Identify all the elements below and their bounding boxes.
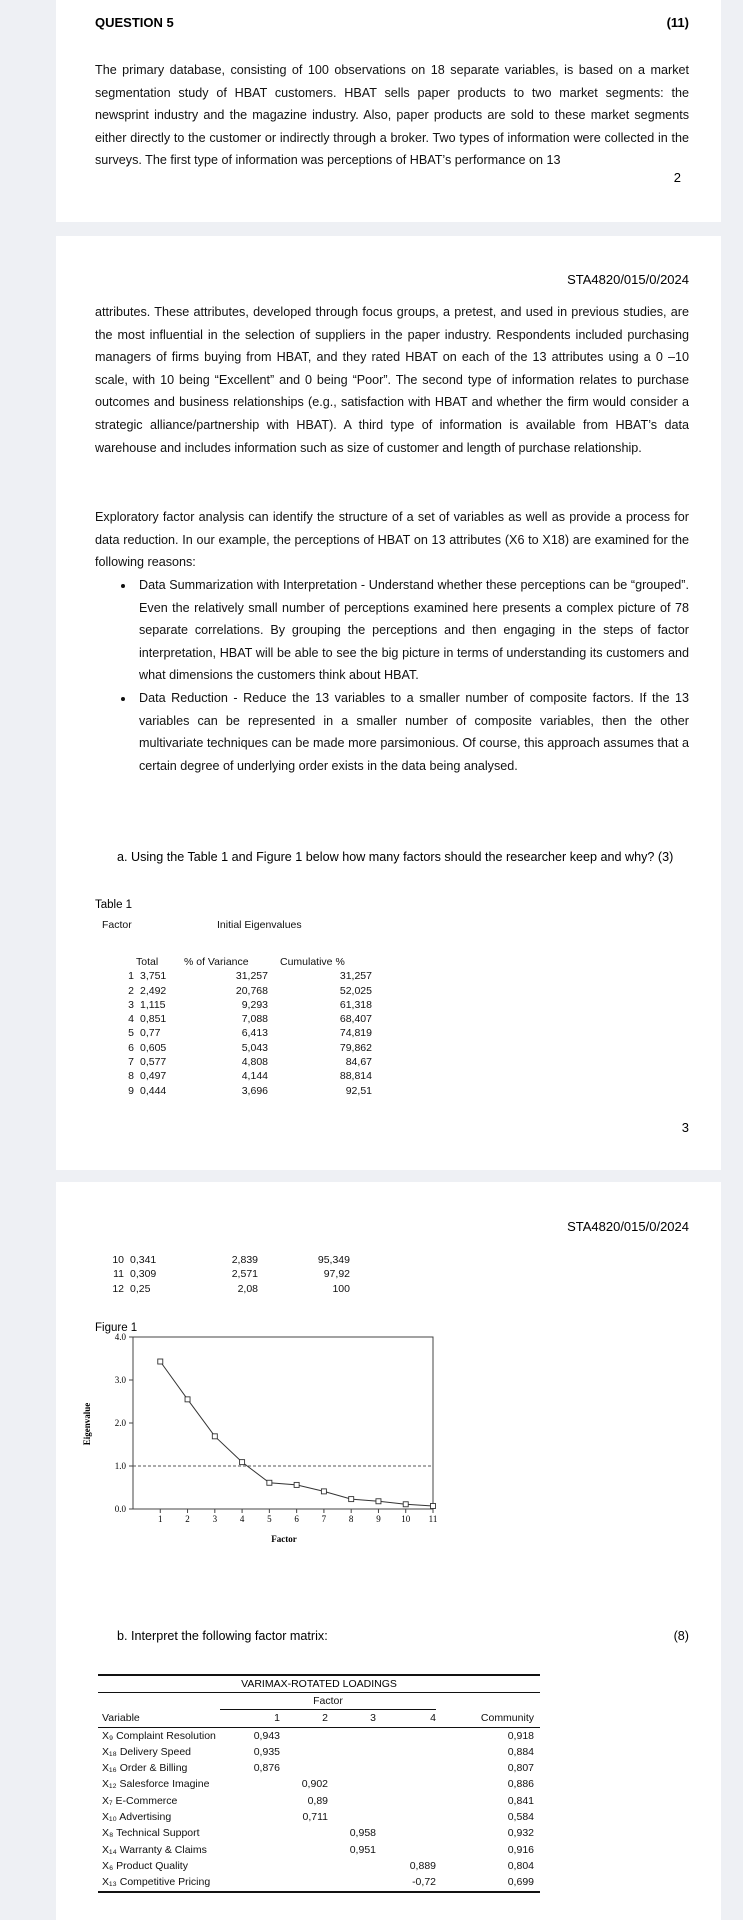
- varimax-cell-f2: [280, 1744, 328, 1760]
- y-tick-label: 0.0: [114, 1504, 126, 1514]
- eigen-variance: 7,088: [241, 1013, 268, 1026]
- varimax-cell-comm: 0,841: [507, 1794, 534, 1807]
- varimax-cell-f3: [328, 1744, 376, 1760]
- varimax-cell-comm: 0,932: [507, 1827, 534, 1840]
- scree-plot: [76, 1332, 438, 1552]
- eigen-factor: 5: [128, 1027, 134, 1040]
- eigen-cumulative: 79,862: [339, 1041, 372, 1054]
- varimax-cell-f4: [376, 1825, 436, 1841]
- eigen-total: 0,77: [140, 1027, 161, 1040]
- y-tick-label: 3.0: [114, 1375, 126, 1385]
- varimax-cell-comm: 0,699: [507, 1876, 534, 1889]
- eigen-row: [102, 984, 372, 998]
- varimax-cell-f3: [328, 1809, 376, 1825]
- intro-paragraph: The primary database, consisting of 100 observations on 18 separate variables, is based on a market segmentation study of HBAT customers. HBAT sells paper products to two market segments: the newsprint industry and the magazine industry. Also, paper products are sold to these market segments either directly to the customer or indirectly through a broker. Two types of information were collected in the surveys. The first type of information was perceptions of HBAT’s performance on 13: [95, 63, 689, 168]
- eigen-variance: 2,571: [231, 1268, 258, 1281]
- eigen-variance: 9,293: [241, 998, 268, 1011]
- eigen-cumulative: 61,318: [339, 998, 372, 1011]
- scree-point: [294, 1482, 299, 1487]
- varimax-cell-f4: -0,72: [412, 1876, 436, 1889]
- varimax-row: [98, 1727, 540, 1744]
- eigen-cumulative: 88,814: [339, 1070, 372, 1083]
- varimax-cell-f1: [220, 1858, 280, 1874]
- x-tick-label: 6: [294, 1514, 299, 1524]
- plot-frame: [133, 1337, 433, 1509]
- eigen-factor: 10: [112, 1254, 124, 1266]
- varimax-cell-f3: [328, 1874, 376, 1891]
- table-label: Table 1: [95, 899, 133, 911]
- figure-label: Figure 1: [95, 1322, 138, 1334]
- eigen-cumulative: 92,51: [345, 1084, 372, 1097]
- varimax-cell-f1: [220, 1825, 280, 1841]
- eigen-row: [102, 969, 372, 983]
- varimax-cell-f1: [220, 1874, 280, 1891]
- eigen-variance: 3,696: [241, 1084, 268, 1097]
- eigen-cumulative: 31,257: [339, 970, 372, 983]
- eigen-cumulative: 74,819: [339, 1027, 372, 1040]
- varimax-cell-f3: [328, 1858, 376, 1874]
- varimax-cell-f3: [328, 1727, 376, 1744]
- x-tick-label: 7: [321, 1514, 327, 1524]
- eigen-total: 0,341: [130, 1254, 157, 1266]
- th-factor-4: 4: [430, 1712, 436, 1725]
- eigen-factor: 12: [112, 1282, 124, 1295]
- scree-point: [403, 1502, 408, 1507]
- varimax-cell-f3: 0,958: [349, 1827, 376, 1840]
- page-1: [56, 0, 721, 222]
- th-factor: Factor: [102, 919, 132, 931]
- eigenvalue-table-head: [102, 918, 302, 941]
- varimax-row: [98, 1825, 540, 1841]
- eigen-cumulative: 97,92: [323, 1268, 350, 1281]
- eigen-cumulative: 84,67: [345, 1056, 372, 1069]
- th-community: Community: [480, 1712, 534, 1725]
- question-b: b. Interpret the following factor matrix:: [117, 1629, 328, 1643]
- varimax-cell-comm: 0,886: [507, 1778, 534, 1791]
- eigen-variance: 4,144: [241, 1070, 268, 1083]
- scree-point: [158, 1359, 163, 1364]
- scree-point: [240, 1460, 245, 1465]
- eigen-total: 0,851: [140, 1013, 167, 1026]
- y-axis-label: Eigenvalue: [82, 1402, 92, 1446]
- question-a: a. Using the Table 1 and Figure 1 below how many factors should the researcher keep and why? (3): [117, 850, 674, 864]
- varimax-cell-f2: 0,902: [301, 1778, 328, 1791]
- eigen-row: [102, 998, 372, 1012]
- th-factor-3: 3: [370, 1712, 376, 1725]
- varimax-cell-f3: 0,951: [349, 1843, 376, 1856]
- eigen-total: 0,444: [140, 1084, 167, 1097]
- varimax-cell-f2: [280, 1874, 328, 1891]
- varimax-cell-f4: [376, 1809, 436, 1825]
- eigen-variance: 5,043: [241, 1041, 268, 1054]
- th-variable: Variable: [102, 1712, 140, 1725]
- x-tick-label: 9: [376, 1514, 381, 1524]
- eigen-cumulative: 68,407: [339, 1013, 372, 1026]
- eigen-variance: 6,413: [241, 1027, 268, 1040]
- x-tick-label: 10: [401, 1514, 411, 1524]
- varimax-cell-f1: 0,876: [253, 1762, 280, 1775]
- varimax-cell-variable: X₁₀ Advertising: [102, 1811, 172, 1824]
- page-header: STA4820/015/0/2024: [567, 1219, 689, 1234]
- varimax-cell-f1: 0,943: [253, 1729, 280, 1742]
- varimax-cell-f1: [220, 1776, 280, 1792]
- question-heading: QUESTION 5: [95, 15, 174, 30]
- eigen-factor: 3: [128, 998, 134, 1011]
- varimax-cell-variable: X₉ Complaint Resolution: [102, 1729, 216, 1742]
- x-axis-label: Factor: [271, 1534, 297, 1544]
- varimax-cell-f3: [328, 1760, 376, 1776]
- paragraph-attributes: attributes. These attributes, developed through focus groups, a pretest, and used in previous studies, are the most influential in the selection of suppliers in the paper industry. Respondents included purchasing managers of firms buying from HBAT, and they rated HBAT on each of the 13 attributes using a 0 –10 scale, with 10 being “Excellent” and 0 being “Poor”. The second type of information relates to purchase outcomes and business relationships (e.g., satisfaction with HBAT and whether the firm would consider a strategic alliance/partnership with HBAT). A third type of information is available from HBAT’s data warehouse and includes information such as size of customer and length of purchase relationship.: [95, 305, 689, 455]
- x-tick-label: 5: [267, 1514, 272, 1524]
- eigen-row: [102, 1041, 372, 1055]
- varimax-row: [98, 1858, 540, 1874]
- x-tick-label: 4: [239, 1514, 245, 1524]
- bullet-item: • Data Reduction - Reduce the 13 variables to a smaller number of composite factors. If the 13 variables can be represented in a smaller number of composite variables, then the other multivariate techniques can be made more parsimonious. Of course, this approach assumes that a certain degree of underlying order exists in the data being analysed.: [135, 687, 689, 777]
- eigen-row: [102, 1267, 350, 1281]
- varimax-cell-variable: X₁₂ Salesforce Imagine: [102, 1778, 210, 1791]
- eigen-factor: 7: [128, 1056, 134, 1069]
- varimax-cell-comm: 0,916: [507, 1843, 534, 1856]
- x-tick-label: 1: [158, 1514, 163, 1524]
- eigen-cumulative: 95,349: [317, 1254, 350, 1266]
- page-2: [56, 236, 721, 1170]
- eigen-row: [102, 1253, 350, 1267]
- varimax-table: [98, 1693, 540, 1893]
- varimax-cell-variable: X₁₈ Delivery Speed: [102, 1745, 192, 1758]
- eigen-total: 0,577: [140, 1056, 167, 1069]
- varimax-cell-f4: 0,889: [409, 1859, 436, 1872]
- x-tick-label: 8: [348, 1514, 354, 1524]
- eigen-cumulative: 100: [332, 1282, 350, 1295]
- eigenvalue-table-continued: [102, 1253, 350, 1296]
- varimax-row: [98, 1809, 540, 1825]
- eigen-factor: 9: [128, 1084, 134, 1097]
- varimax-cell-f4: [376, 1744, 436, 1760]
- varimax-cell-f4: [376, 1793, 436, 1809]
- varimax-cell-f2: [280, 1825, 328, 1841]
- varimax-cell-f2: 0,89: [307, 1794, 328, 1807]
- varimax-cell-f1: [220, 1842, 280, 1858]
- varimax-cell-variable: X₁₆ Order & Billing: [102, 1762, 188, 1775]
- scree-point: [376, 1499, 381, 1504]
- eigen-factor: 8: [128, 1070, 134, 1083]
- varimax-cell-variable: X₆ Product Quality: [102, 1859, 188, 1872]
- eigen-variance: 2,08: [237, 1282, 258, 1295]
- varimax-cell-comm: 0,918: [507, 1729, 534, 1742]
- eigen-total: 1,115: [140, 998, 166, 1011]
- varimax-cell-comm: 0,584: [507, 1811, 534, 1824]
- y-tick-label: 4.0: [114, 1332, 126, 1342]
- varimax-cell-f1: [220, 1793, 280, 1809]
- scree-point: [212, 1434, 217, 1439]
- eigen-total: 0,309: [130, 1268, 157, 1281]
- varimax-table-wrap: [98, 1674, 540, 1893]
- scree-point: [321, 1489, 326, 1494]
- eigen-total: 2,492: [140, 984, 167, 997]
- varimax-cell-f2: 0,711: [302, 1811, 328, 1824]
- eigen-row: [102, 1026, 372, 1040]
- varimax-cell-f4: [376, 1842, 436, 1858]
- x-tick-label: 3: [212, 1514, 218, 1524]
- scree-point: [349, 1497, 354, 1502]
- eigen-factor: 1: [128, 970, 134, 983]
- eigenvalue-table: [102, 955, 372, 1098]
- varimax-cell-variable: X₇ E-Commerce: [102, 1794, 178, 1807]
- th-cumulative: Cumulative %: [280, 956, 345, 968]
- eigen-variance: 20,768: [235, 984, 268, 997]
- varimax-cell-f3: [328, 1776, 376, 1792]
- eigen-total: 3,751: [140, 970, 167, 983]
- eigen-factor: 4: [128, 1013, 134, 1026]
- page-3: [56, 1182, 721, 1920]
- page-number: 3: [681, 1120, 689, 1135]
- eigen-total: 0,605: [140, 1041, 167, 1054]
- scree-point: [267, 1480, 272, 1485]
- scree-point: [185, 1397, 190, 1402]
- eigen-factor: 6: [128, 1041, 134, 1054]
- varimax-row: [98, 1874, 540, 1891]
- varimax-cell-f2: [280, 1858, 328, 1874]
- th-initial-eigenvalues: Initial Eigenvalues: [217, 919, 302, 931]
- varimax-cell-variable: X₁₃ Competitive Pricing: [102, 1876, 211, 1889]
- varimax-cell-f4: [376, 1776, 436, 1792]
- varimax-cell-f2: [280, 1727, 328, 1744]
- varimax-cell-variable: X₁₄ Warranty & Claims: [102, 1843, 207, 1856]
- eigen-row: [102, 1084, 372, 1098]
- eigen-row: [102, 1055, 372, 1069]
- eigen-total: 0,25: [130, 1282, 151, 1295]
- eigen-variance: 2,839: [231, 1254, 258, 1266]
- eigen-total: 0,497: [140, 1070, 167, 1083]
- y-tick-label: 2.0: [114, 1418, 126, 1428]
- varimax-cell-f2: [280, 1842, 328, 1858]
- bullet-item: • Data Summarization with Interpretation - Understand whether these perceptions can be “grouped”. Even the relatively small number of perceptions examined here presents a complex picture of 78 separate correlations. By grouping the perceptions and then engaging in the steps of factor interpretation, HBAT will be able to see the big picture in terms of understanding its customers and what dimensions the customers think about HBAT.: [135, 574, 689, 687]
- eigen-row: [102, 1012, 372, 1026]
- varimax-row: [98, 1760, 540, 1776]
- question-marks: (11): [666, 15, 689, 30]
- paragraph-efa: Exploratory factor analysis can identify the structure of a set of variables as well as provide a process for data reduction. In our example, the perceptions of HBAT on 13 attributes (X6 to X18) are examined for the following reasons:: [95, 510, 689, 570]
- x-tick-label: 2: [185, 1514, 190, 1524]
- eigen-row: [102, 1282, 350, 1296]
- th-variance: % of Variance: [184, 956, 249, 968]
- varimax-row: [98, 1776, 540, 1792]
- th-factor-2: 2: [322, 1712, 328, 1725]
- y-tick-label: 1.0: [114, 1461, 126, 1471]
- page-header: STA4820/015/0/2024: [567, 272, 689, 287]
- varimax-cell-comm: 0,807: [507, 1762, 534, 1775]
- varimax-cell-variable: X₈ Technical Support: [102, 1827, 200, 1840]
- page-number: 2: [673, 170, 681, 185]
- varimax-row: [98, 1744, 540, 1760]
- varimax-factor-header: Factor: [220, 1693, 436, 1710]
- varimax-row: [98, 1842, 540, 1858]
- th-total: Total: [136, 956, 159, 968]
- varimax-cell-f4: [376, 1760, 436, 1776]
- eigen-row: [102, 1069, 372, 1083]
- question-b-marks: (8): [673, 1629, 689, 1643]
- varimax-cell-comm: 0,804: [507, 1859, 534, 1872]
- varimax-cell-f1: [220, 1809, 280, 1825]
- varimax-row: [98, 1793, 540, 1809]
- varimax-cell-f3: [328, 1793, 376, 1809]
- eigen-cumulative: 52,025: [339, 984, 372, 997]
- eigen-variance: 31,257: [235, 970, 268, 983]
- eigen-factor: 2: [128, 984, 134, 997]
- varimax-title: VARIMAX-ROTATED LOADINGS: [98, 1674, 540, 1693]
- varimax-cell-f2: [280, 1760, 328, 1776]
- x-tick-label: 11: [428, 1514, 438, 1524]
- eigen-variance: 4,808: [241, 1056, 268, 1069]
- th-factor-1: 1: [274, 1712, 280, 1725]
- varimax-cell-f4: [376, 1727, 436, 1744]
- eigen-factor: 11: [113, 1268, 124, 1281]
- bullet-list: [95, 574, 689, 777]
- scree-point: [431, 1503, 436, 1508]
- varimax-cell-f1: 0,935: [253, 1745, 280, 1758]
- varimax-cell-comm: 0,884: [507, 1745, 534, 1758]
